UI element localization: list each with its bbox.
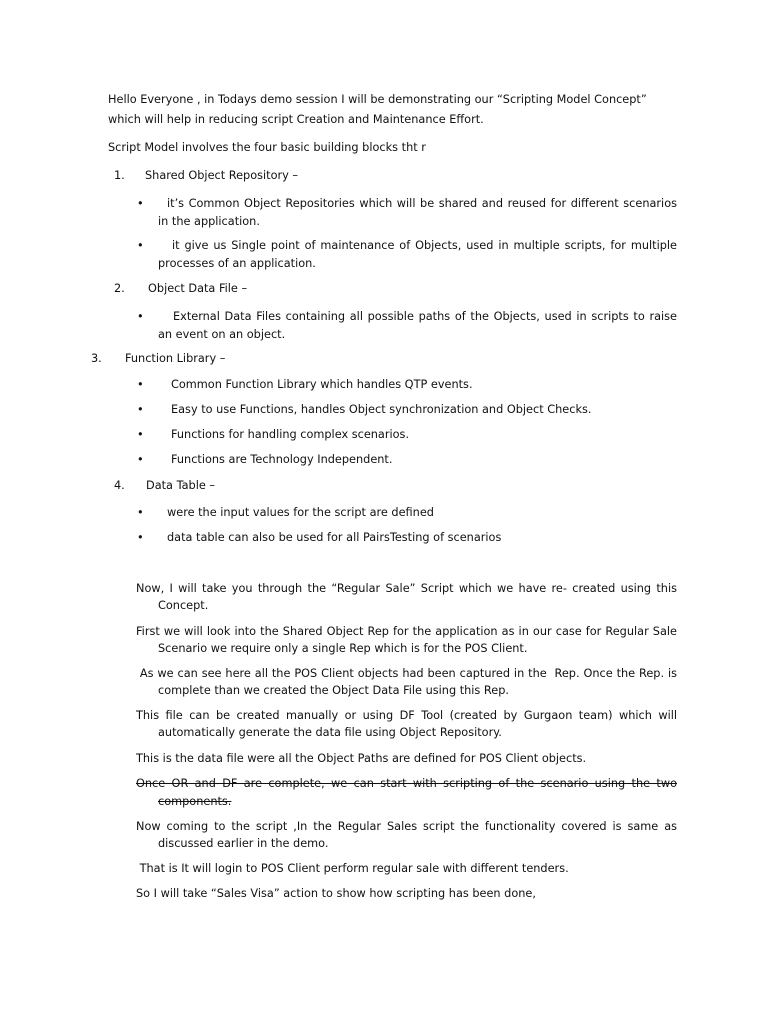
narrative-6-line-2-strikethrough: components. bbox=[158, 795, 232, 808]
intro-line-2: which will help in reducing script Creation and Maintenance Effort. bbox=[108, 113, 484, 126]
narrative-3-line-1: As we can see here all the POS Client objects had been captured in the Rep. Once the Rep. is bbox=[136, 667, 677, 680]
bullet-marker: • bbox=[137, 310, 144, 323]
section-2-title: Object Data File – bbox=[148, 282, 248, 295]
section-3-bullet-2: Easy to use Functions, handles Object synchronization and Object Checks. bbox=[171, 403, 592, 416]
section-1-bullet-1-line-2: in the application. bbox=[158, 215, 260, 228]
narrative-2-line-1: First we will look into the Shared Object Rep for the application as in our case for Regular Sale bbox=[136, 625, 677, 638]
section-1-number: 1. bbox=[114, 169, 125, 182]
narrative-4-line-1: This file can be created manually or using DF Tool (created by Gurgaon team) which will bbox=[136, 709, 677, 722]
section-4-bullet-1: were the input values for the script are defined bbox=[167, 506, 434, 519]
section-2-number: 2. bbox=[114, 282, 125, 295]
section-3-bullet-3: Functions for handling complex scenarios. bbox=[171, 428, 410, 441]
bullet-marker: • bbox=[137, 403, 144, 416]
intro-line-3: Script Model involves the four basic building blocks tht r bbox=[108, 141, 426, 154]
section-1-bullet-1-line-1: it’s Common Object Repositories which will be shared and reused for different scenarios bbox=[167, 197, 677, 210]
section-1-bullet-2-line-1: it give us Single point of maintenance of Objects, used in multiple scripts, for multiple bbox=[172, 239, 677, 252]
section-4-number: 4. bbox=[114, 479, 125, 492]
narrative-7-line-1: Now coming to the script ,In the Regular Sales script the functionality covered is same as bbox=[136, 820, 677, 833]
narrative-1-line-2: Concept. bbox=[158, 599, 209, 612]
narrative-5-line-1: This is the data file were all the Object Paths are defined for POS Client objects. bbox=[136, 752, 587, 765]
section-2-bullet-1-line-1: External Data Files containing all possible paths of the Objects, used in scripts to raise bbox=[173, 310, 677, 323]
bullet-marker: • bbox=[137, 453, 144, 466]
section-1-bullet-2-line-2: processes of an application. bbox=[158, 257, 316, 270]
bullet-marker: • bbox=[137, 531, 144, 544]
bullet-marker: • bbox=[137, 239, 144, 252]
section-2-bullet-1-line-2: an event on an object. bbox=[158, 328, 286, 341]
bullet-marker: • bbox=[137, 428, 144, 441]
section-3-bullet-1: Common Function Library which handles QTP events. bbox=[171, 378, 473, 391]
section-3-title: Function Library – bbox=[125, 352, 226, 365]
section-4-title: Data Table – bbox=[146, 479, 216, 492]
bullet-marker: • bbox=[137, 506, 144, 519]
narrative-2-line-2: Scenario we require only a single Rep which is for the POS Client. bbox=[158, 642, 528, 655]
intro-line-1: Hello Everyone , in Todays demo session I will be demonstrating our “Scripting Model Concept” bbox=[108, 93, 647, 106]
section-3-bullet-4: Functions are Technology Independent. bbox=[171, 453, 393, 466]
narrative-6-line-1-strikethrough: Once OR and DF are complete, we can start with scripting of the scenario using the two bbox=[136, 777, 677, 790]
section-1-title: Shared Object Repository – bbox=[145, 169, 299, 182]
section-3-number: 3. bbox=[91, 352, 102, 365]
bullet-marker: • bbox=[137, 378, 144, 391]
narrative-8-line-1: That is It will login to POS Client perform regular sale with different tenders. bbox=[136, 862, 569, 875]
narrative-7-line-2: discussed earlier in the demo. bbox=[158, 837, 329, 850]
section-4-bullet-2: data table can also be used for all PairsTesting of scenarios bbox=[167, 531, 502, 544]
narrative-1-line-1: Now, I will take you through the “Regular Sale” Script which we have re- created using this bbox=[136, 582, 677, 595]
narrative-3-line-2: complete than we created the Object Data File using this Rep. bbox=[158, 684, 509, 697]
narrative-9-line-1: So I will take “Sales Visa” action to show how scripting has been done, bbox=[136, 887, 536, 900]
narrative-4-line-2: automatically generate the data file using Object Repository. bbox=[158, 726, 502, 739]
bullet-marker: • bbox=[137, 197, 144, 210]
